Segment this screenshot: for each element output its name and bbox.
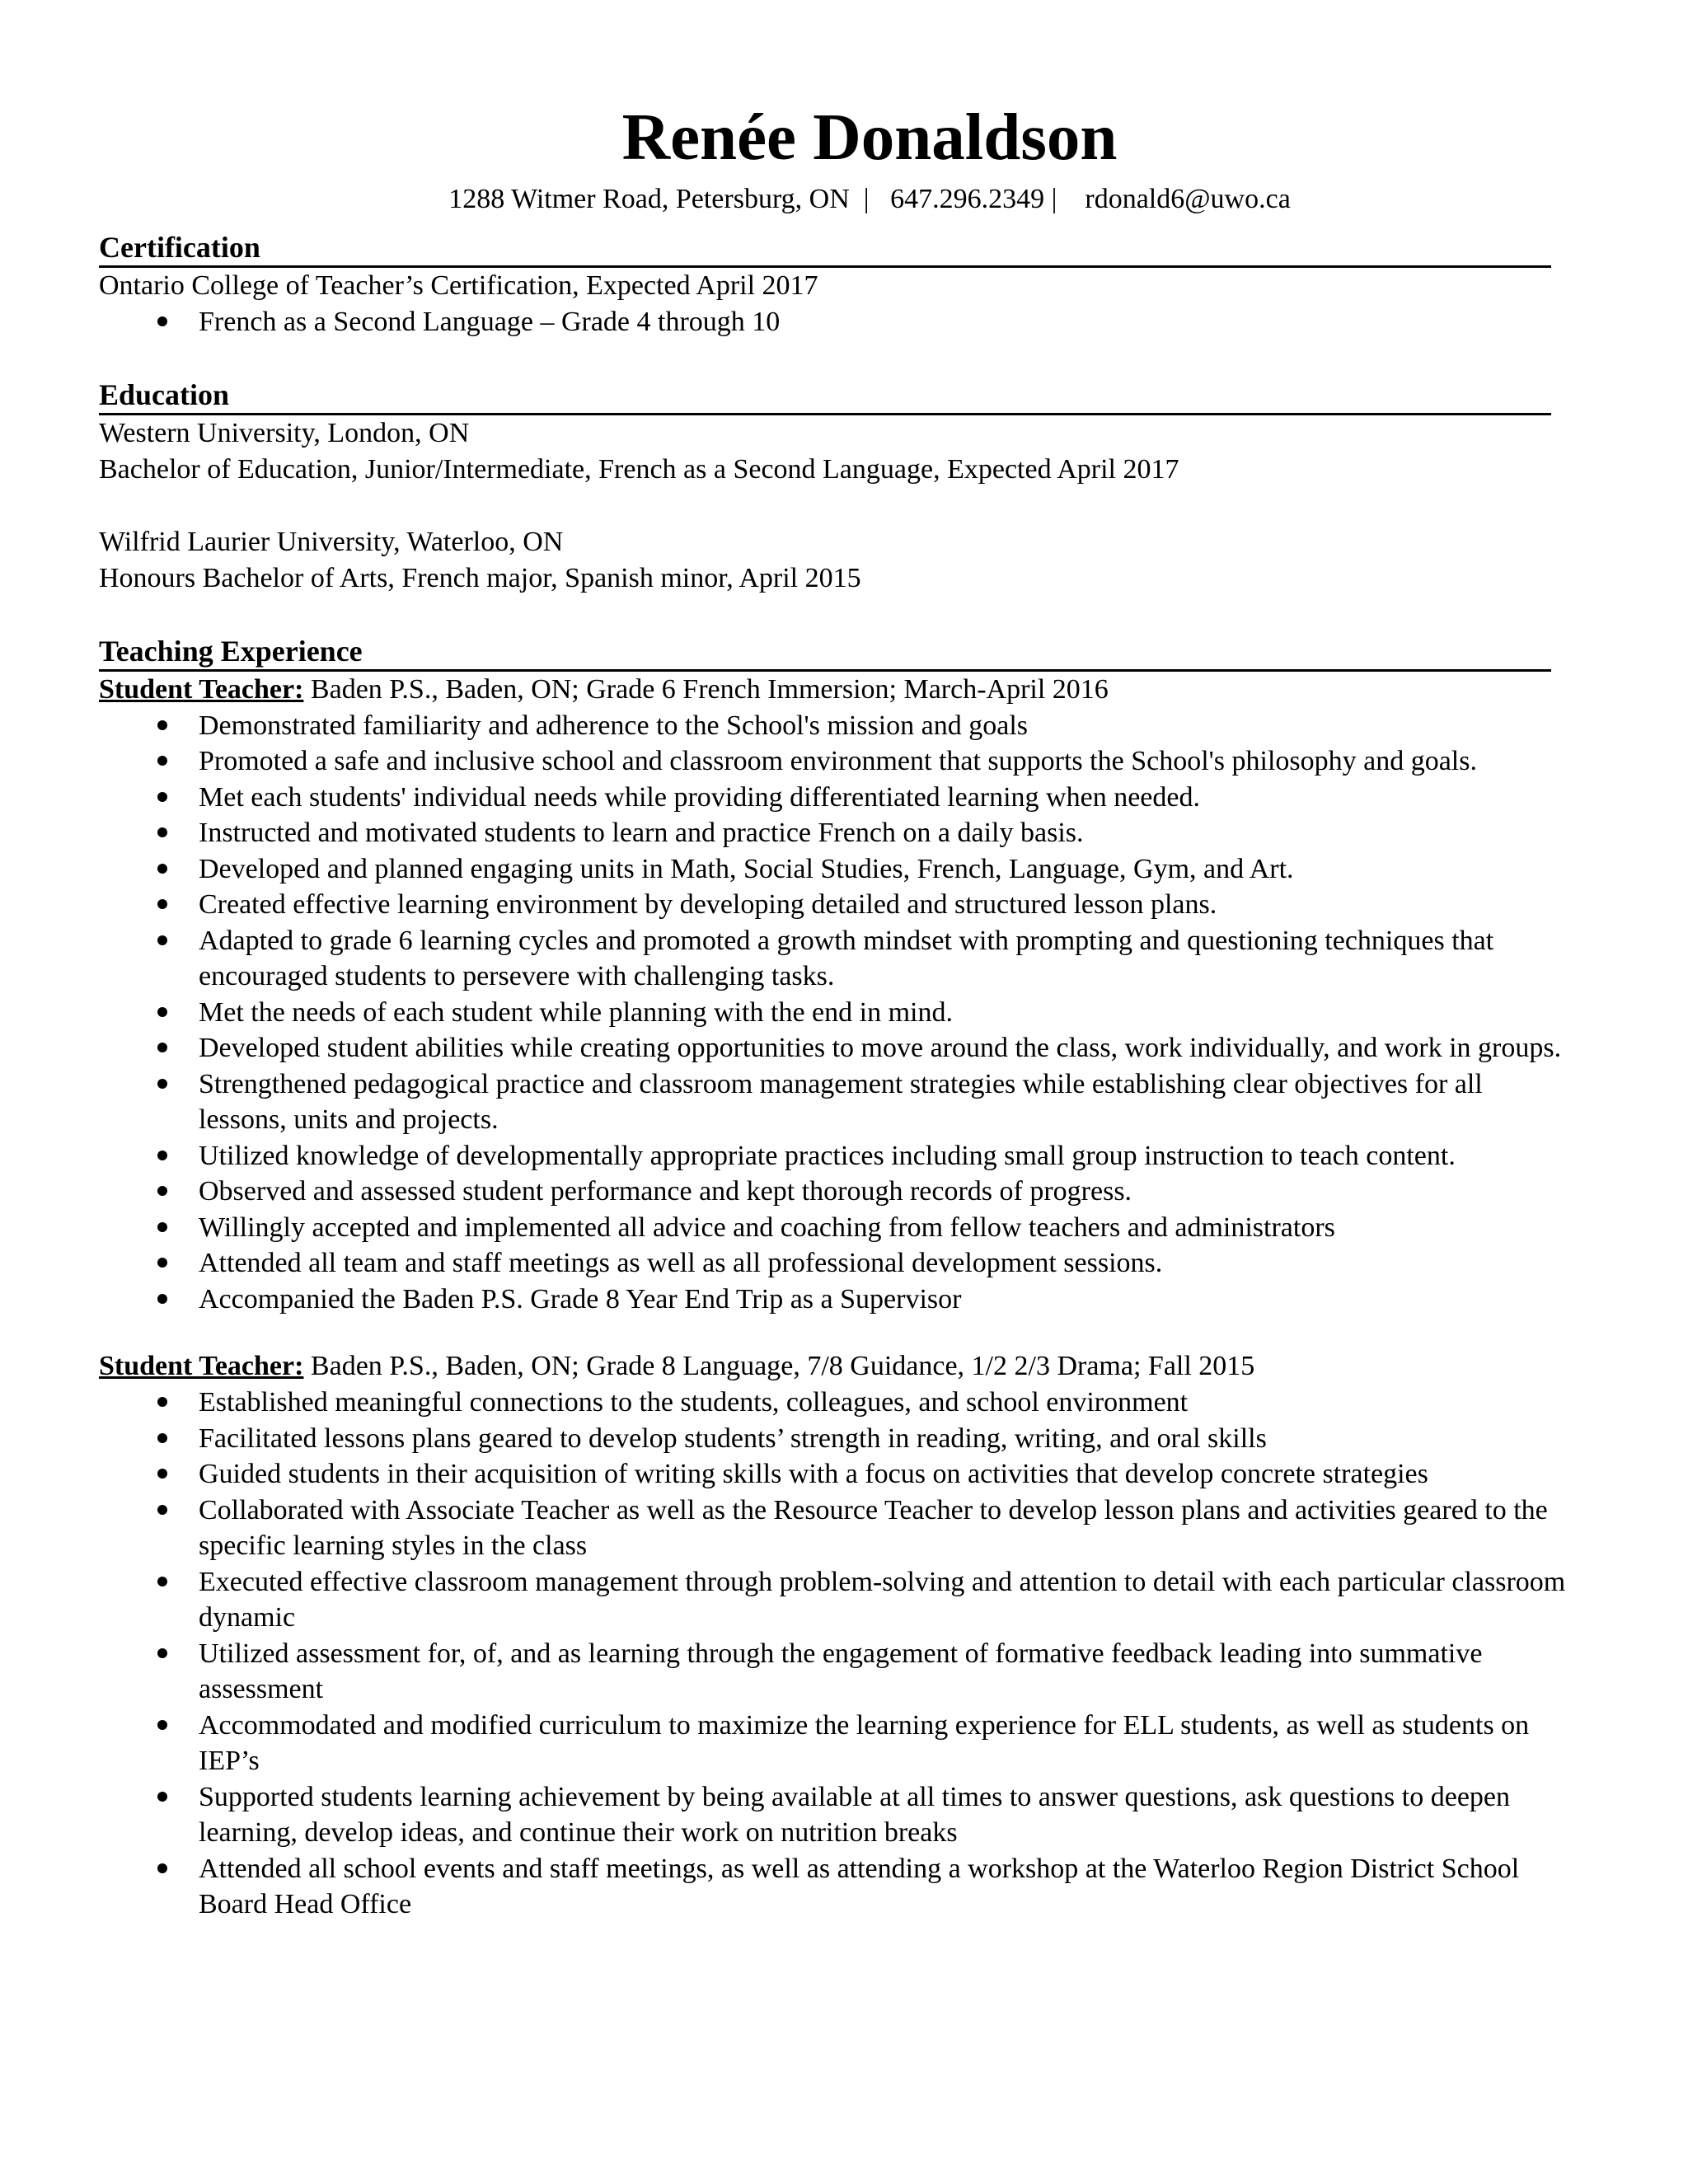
- role-title: Student Teacher:: [99, 673, 304, 705]
- list-item: Strengthened pedagogical practice and classroom management strategies while establishing clear objectives for all lessons, units and projects.: [99, 1066, 1567, 1138]
- bullet-icon: [157, 1397, 167, 1407]
- role-details: Baden P.S., Baden, ON; Grade 6 French Immersion; March-April 2016: [303, 673, 1109, 705]
- section-heading-education: Education: [99, 377, 1551, 415]
- list-item: French as a Second Language – Grade 4 through 10: [99, 304, 1567, 340]
- bullet-icon: [157, 827, 167, 837]
- bullet-icon: [157, 316, 167, 326]
- bullet-icon: [157, 1222, 167, 1232]
- bullet-icon: [157, 720, 167, 730]
- education-school: Wilfrid Laurier University, Waterloo, ON: [99, 526, 564, 557]
- bullet-icon: [157, 1079, 167, 1089]
- list-item: Attended all team and staff meetings as well as all professional development sessions.: [99, 1245, 1567, 1282]
- list-item: Collaborated with Associate Teacher as well as the Resource Teacher to develop lesson plans and activities geared to the specific learning styles in the class: [99, 1493, 1567, 1564]
- list-item: Accommodated and modified curriculum to maximize the learning experience for ELL students, as well as students on IEP’s: [99, 1708, 1567, 1779]
- bullet-icon: [157, 792, 167, 802]
- candidate-name: Renée Donaldson: [621, 100, 1118, 174]
- list-item: Met each students' individual needs while providing differentiated learning when needed.: [99, 780, 1567, 816]
- bullet-icon: [157, 1792, 167, 1802]
- bullet-icon: [157, 935, 167, 945]
- list-item: Instructed and motivated students to learn and practice French on a daily basis.: [99, 815, 1567, 851]
- list-item: Met the needs of each student while planning with the end in mind.: [99, 995, 1567, 1031]
- bullet-icon: [157, 1294, 167, 1304]
- list-item: Developed and planned engaging units in Math, Social Studies, French, Language, Gym, and Art.: [99, 851, 1567, 888]
- bullet-icon: [157, 899, 167, 909]
- list-item: Supported students learning achievement by being available at all times to answer questions, ask questions to deepen learning, develop ideas, and continue their work on nutrition breaks: [99, 1779, 1567, 1851]
- role-line: [99, 1348, 1582, 1385]
- bullet-icon: [157, 1433, 167, 1443]
- bullet-icon: [157, 1043, 167, 1052]
- list-item: Created effective learning environment by developing detailed and structured lesson plans.: [99, 887, 1567, 923]
- section-heading-teaching-experience: Teaching Experience: [99, 633, 1551, 672]
- list-item: Executed effective classroom management through problem-solving and attention to detail with each particular classroom dynamic: [99, 1564, 1567, 1636]
- role-details: Baden P.S., Baden, ON; Grade 8 Language, 7/8 Guidance, 1/2 2/3 Drama; Fall 2015: [303, 1351, 1255, 1381]
- bullet-icon: [157, 756, 167, 766]
- role-line: [99, 672, 1582, 708]
- list-item: Developed student abilities while creating opportunities to move around the class, work individually, and work in groups.: [99, 1030, 1567, 1066]
- education-degree: Honours Bachelor of Arts, French major, Spanish minor, April 2015: [99, 562, 861, 593]
- list-item: Accompanied the Baden P.S. Grade 8 Year End Trip as a Supervisor: [99, 1282, 1567, 1318]
- list-item: Established meaningful connections to the students, colleagues, and school environment: [99, 1385, 1567, 1421]
- list-item: Utilized knowledge of developmentally appropriate practices including small group instruction to teach content.: [99, 1138, 1567, 1174]
- education-school: Western University, London, ON: [99, 417, 470, 448]
- bullet-icon: [157, 1648, 167, 1658]
- bullet-icon: [157, 1505, 167, 1515]
- list-item: Demonstrated familiarity and adherence to the School's mission and goals: [99, 708, 1567, 744]
- bullet-icon: [157, 1720, 167, 1730]
- list-item: Willingly accepted and implemented all advice and coaching from fellow teachers and administrators: [99, 1210, 1567, 1246]
- list-item: Guided students in their acquisition of writing skills with a focus on activities that develop concrete strategies: [99, 1456, 1567, 1493]
- bullet-icon: [157, 1863, 167, 1873]
- section-heading-certification: Certification: [99, 229, 1551, 268]
- list-item: Facilitated lessons plans geared to develop students’ strength in reading, writing, and oral skills: [99, 1421, 1567, 1457]
- bullet-icon: [157, 1469, 167, 1479]
- bullet-icon: [157, 1151, 167, 1160]
- list-item: Adapted to grade 6 learning cycles and promoted a growth mindset with prompting and questioning techniques that encouraged students to persevere with challenging tasks.: [99, 923, 1567, 995]
- role-title: Student Teacher:: [99, 1351, 304, 1381]
- contact-line: 1288 Witmer Road, Petersburg, ON | 647.296.2349 | rdonald6@uwo.ca: [448, 184, 1291, 214]
- role-bullets: [99, 708, 1582, 1318]
- list-item: Observed and assessed student performance and kept thorough records of progress.: [99, 1174, 1567, 1210]
- bullet-icon: [157, 1007, 167, 1017]
- bullet-icon: [157, 1258, 167, 1268]
- education-degree: Bachelor of Education, Junior/Intermediate, French as a Second Language, Expected April 2017: [99, 453, 1179, 485]
- list-item: Utilized assessment for, of, and as learning through the engagement of formative feedback leading into summative assessment: [99, 1636, 1567, 1708]
- list-item: Promoted a safe and inclusive school and classroom environment that supports the School's philosophy and goals.: [99, 743, 1567, 780]
- bullet-icon: [157, 864, 167, 874]
- certification-bullets: [99, 304, 1582, 340]
- bullet-icon: [157, 1186, 167, 1196]
- list-item: Attended all school events and staff meetings, as well as attending a workshop at the Waterloo Region District School Board Head Office: [99, 1851, 1567, 1923]
- resume-page: [99, 97, 1582, 1923]
- role-bullets: [99, 1385, 1582, 1923]
- bullet-icon: [157, 1577, 167, 1586]
- certification-line: Ontario College of Teacher’s Certification, Expected April 2017: [99, 270, 818, 301]
